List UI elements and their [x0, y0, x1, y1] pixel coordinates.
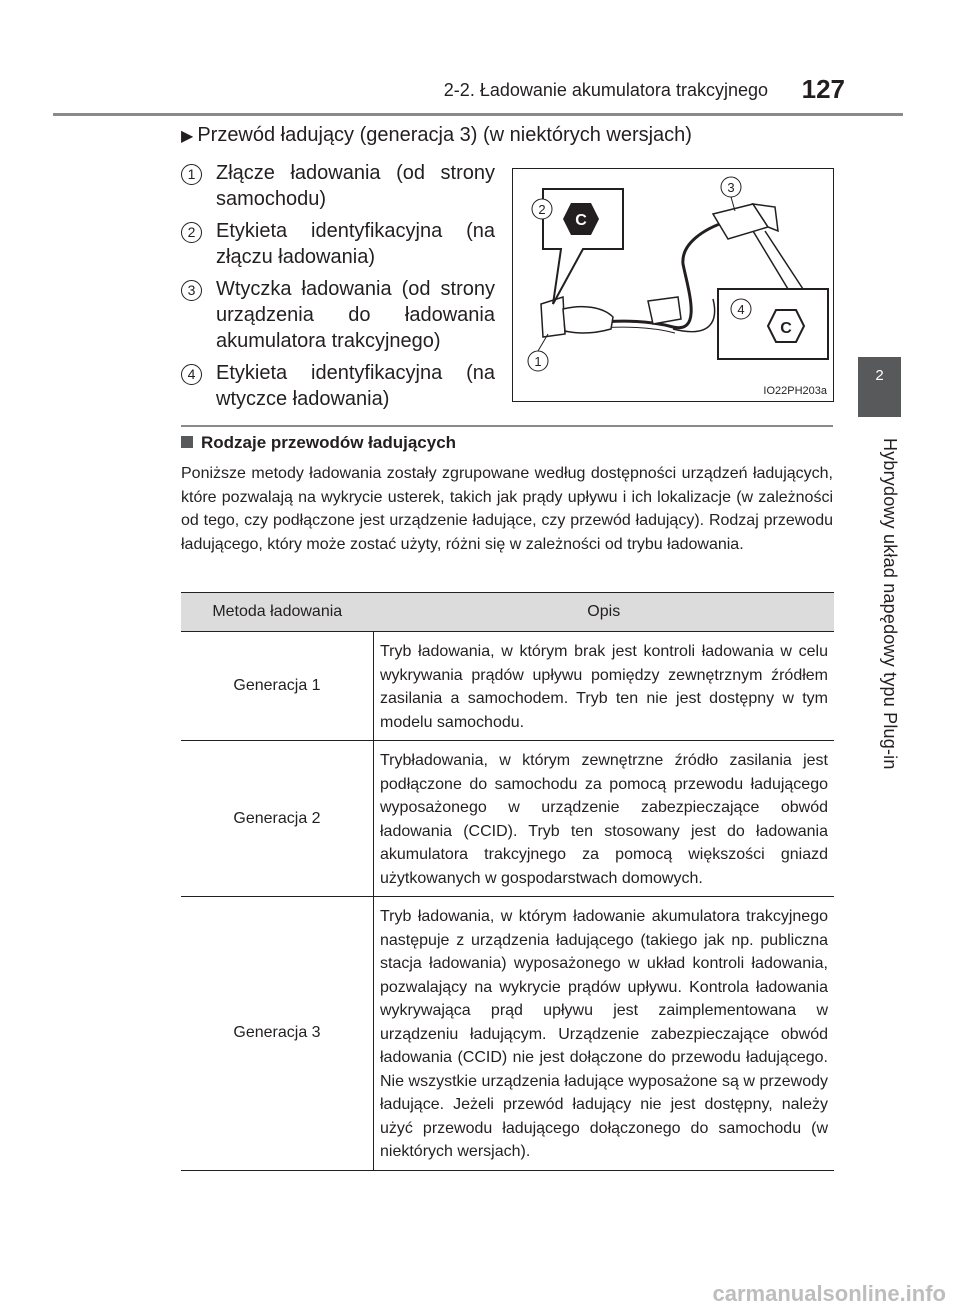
- callout-number: 1: [181, 164, 202, 185]
- callout-text: Etykieta identyfikacyjna (na wtyczce ładowania): [216, 362, 495, 410]
- triangle-bullet-icon: ▶: [181, 128, 194, 145]
- callout-number: 4: [181, 364, 202, 385]
- chapter-title: Hybrydowy układ napędowy typu Plug-in: [880, 438, 900, 770]
- cable-illustration: [513, 169, 834, 402]
- table-row: [181, 741, 834, 897]
- figure-callout: 3: [727, 180, 735, 195]
- table-row: [181, 897, 834, 1171]
- figure-code: IO22PH203a: [763, 385, 827, 397]
- cable-heading-text: Przewód ładujący (generacja 3) (w niektórych wersjach): [197, 124, 692, 146]
- method-cell: Generacja 1: [181, 632, 374, 741]
- section-divider: [181, 425, 833, 427]
- charging-methods-table: [181, 592, 834, 1171]
- callout-list: [181, 160, 495, 418]
- label-letter: C: [780, 320, 792, 337]
- column-header-description: Opis: [374, 593, 835, 632]
- description-cell: Trybładowania, w którym zewnętrzne źródło zasilania jest podłączone do samochodu za pomocą przewodu ładującego wyposażonego w urządzenie zabezpieczające obwód ładowania (CCID). Tryb ten stosowany jest do ładowania akumulatora trakcyjnego za pomocą większości gniazd użytkowanych w gospodarstwach domowych.: [374, 741, 835, 897]
- method-cell: Generacja 2: [181, 741, 374, 897]
- cable-heading: [181, 124, 692, 147]
- callout-text: Złącze ładowania (od strony samochodu): [216, 162, 495, 210]
- description-cell: Tryb ładowania, w którym brak jest kontroli ładowania w celu wykrywania prądów upływu pomiędzy zewnętrznym źródłem zasilania a samochodem. Tryb ten nie jest dostępny w tym modelu samochodu.: [374, 632, 835, 741]
- header-divider: [53, 113, 903, 116]
- callout-item: [181, 160, 495, 212]
- figure-callout: 4: [737, 302, 745, 317]
- figure-callout: 2: [538, 202, 546, 217]
- types-paragraph: Poniższe metody ładowania zostały zgrupowane według dostępności urządzeń ładujących, które pozwalają na wykrycie usterek, takich jak prądy upływu i ich lokalizacje (w zależności od tego, czy podłączone jest urządzenie ładujące, czy przewód ładujący). Rodzaj przewodu ładującego, który może zostać użyty, różni się w zależności od trybu ładowania.: [181, 465, 833, 553]
- section-title: 2-2. Ładowanie akumulatora trakcyjnego: [443, 80, 768, 100]
- charging-cable-figure: [512, 168, 834, 402]
- chapter-tab[interactable]: [858, 357, 901, 417]
- callout-number: 2: [181, 222, 202, 243]
- callout-item: [181, 276, 495, 354]
- label-letter: C: [575, 212, 587, 229]
- types-heading-text: Rodzaje przewodów ładujących: [201, 433, 457, 452]
- method-cell: Generacja 3: [181, 897, 374, 1171]
- watermark: carmanualsonline.info: [712, 1281, 946, 1306]
- description-cell: Tryb ładowania, w którym ładowanie akumulatora trakcyjnego następuje z urządzenia ładującego (takiego jak np. publiczna stacja ładowania) wyposażonego w układ kontroli ładowania, pozwalający na wykrycie prądów upływu. Kontrola ładowania wykrywająca prąd upływu jest zaimplementowana w urządzeniu ładującym. Urządzenie zabezpieczające obwód ładowania (CCID) nie jest dołączone do przewodu ładującego. Nie wszystkie urządzenia ładujące wyposażone są w przewody ładujące. Jeżeli przewód ładujący nie jest dostępny, należy użyć przewodu ładującego dołączonego do samochodu (w niektórych wersjach).: [374, 897, 835, 1171]
- callout-number: 3: [181, 280, 202, 301]
- types-heading: [181, 433, 456, 453]
- figure-callout: 1: [534, 354, 542, 369]
- column-header-method: Metoda ładowania: [181, 593, 374, 632]
- callout-text: Wtyczka ładowania (od strony urządzenia do ładowania akumulatora trakcyjnego): [216, 278, 495, 352]
- chapter-number: 2: [875, 367, 884, 384]
- callout-text: Etykieta identyfikacyjna (na złączu ładowania): [216, 220, 495, 268]
- square-bullet-icon: [181, 436, 193, 448]
- callout-item: [181, 218, 495, 270]
- table-header-row: [181, 593, 834, 632]
- table-row: [181, 632, 834, 741]
- callout-item: [181, 360, 495, 412]
- page-number: 127: [801, 74, 845, 104]
